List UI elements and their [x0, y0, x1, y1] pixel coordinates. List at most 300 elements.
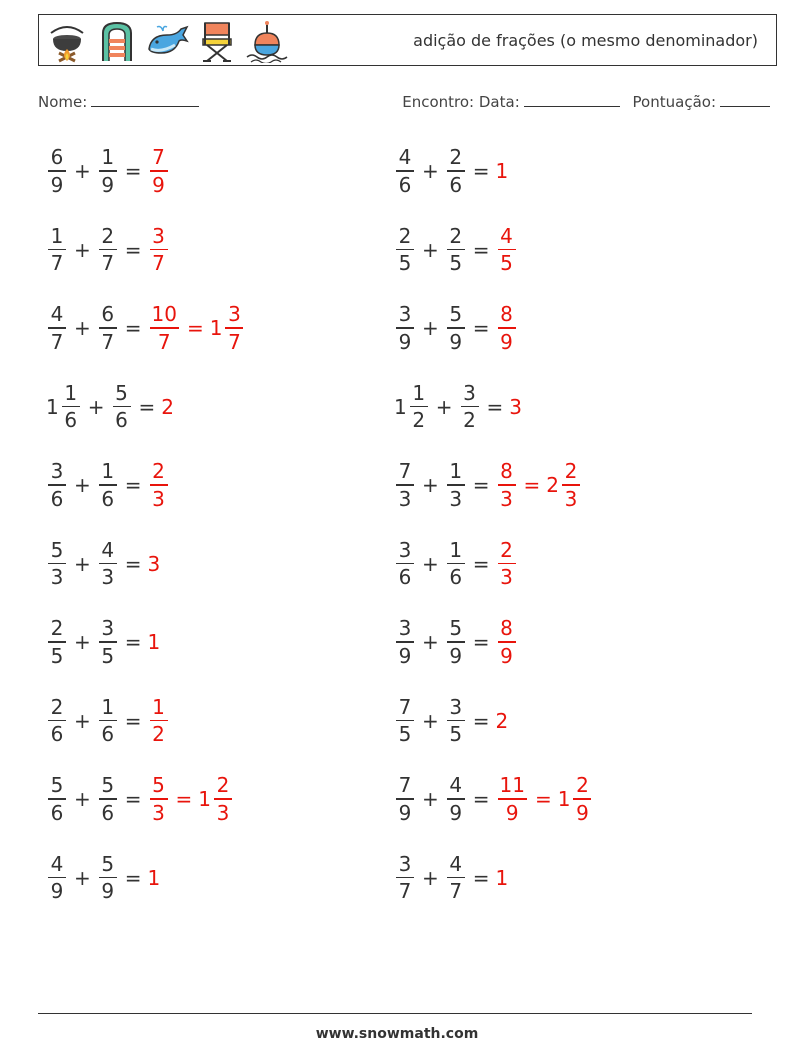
equals-sign: = — [124, 316, 142, 340]
addend-2-denominator: 7 — [101, 251, 115, 276]
problem-3 — [46, 219, 170, 281]
addend-2-denominator: 5 — [449, 722, 463, 747]
problem-20 — [394, 847, 509, 909]
plus-sign: + — [422, 630, 439, 654]
addend-2-denominator: 6 — [449, 565, 463, 590]
addend-1-denominator: 6 — [50, 486, 64, 511]
answer-denominator: 7 — [228, 329, 241, 354]
addend-1-denominator: 5 — [398, 722, 412, 747]
addend-2-fraction — [447, 537, 465, 591]
fishing-bobber-icon — [245, 19, 289, 63]
addend-1-fraction — [48, 537, 66, 591]
problem-expression — [394, 297, 518, 359]
addend-2-denominator: 6 — [115, 408, 128, 433]
addend-2-fraction — [99, 615, 117, 669]
plus-sign: + — [74, 237, 91, 262]
addend-1-denominator: 6 — [398, 565, 412, 590]
addend-1-denominator: 6 — [50, 800, 64, 825]
answer-1 — [496, 772, 529, 826]
answer-fraction — [498, 458, 516, 512]
addend-2-denominator: 3 — [449, 486, 463, 511]
answer-numerator: 5 — [152, 773, 165, 798]
answer-whole: 1 — [147, 630, 161, 654]
addend-1-numerator: 2 — [398, 223, 412, 248]
score-label: Pontuação: — [632, 93, 716, 111]
problem-6 — [394, 297, 518, 359]
addend-2-numerator: 1 — [101, 145, 115, 170]
answer-1 — [148, 144, 170, 198]
addend-1-numerator: 3 — [50, 459, 64, 484]
addend-1-fraction — [48, 772, 66, 826]
problem-expression — [394, 768, 593, 830]
plus-sign: + — [74, 787, 91, 811]
plus-sign: + — [74, 159, 91, 183]
addend-2-denominator: 7 — [449, 879, 463, 904]
addend-2-denominator: 6 — [101, 800, 115, 825]
addend-1-fraction — [62, 380, 80, 434]
answer-1 — [161, 395, 175, 419]
addend-1-denominator: 9 — [50, 172, 64, 197]
answer-whole: 1 — [198, 787, 212, 811]
problem-4 — [394, 219, 518, 281]
answer-numerator: 2 — [152, 459, 165, 484]
plus-sign: + — [422, 473, 439, 497]
answer-denominator: 9 — [500, 329, 513, 354]
addend-1-denominator: 5 — [398, 251, 412, 276]
addend-2-denominator: 5 — [101, 643, 115, 668]
answer-fraction — [150, 144, 168, 198]
footer-divider — [38, 1013, 752, 1014]
problem-14 — [394, 611, 518, 673]
addend-1-denominator: 5 — [50, 643, 64, 668]
equals-sign: = — [486, 394, 504, 419]
answer-fraction — [498, 301, 516, 355]
problem-13 — [46, 611, 161, 673]
plus-sign: + — [74, 316, 91, 340]
answer-equals-sign: = — [534, 787, 552, 811]
answer-denominator: 3 — [152, 800, 165, 825]
addend-1-denominator: 9 — [398, 329, 412, 354]
worksheet-title: adição de frações (o mesmo denominador) — [413, 31, 758, 50]
problem-10 — [394, 454, 582, 516]
answer-denominator: 9 — [505, 800, 519, 825]
answer-fraction — [573, 772, 591, 826]
answer-whole: 1 — [147, 865, 161, 890]
answer-1 — [496, 159, 510, 183]
answer-denominator: 3 — [216, 800, 230, 825]
answer-1 — [148, 772, 170, 826]
addend-2-numerator: 5 — [101, 851, 115, 876]
answer-fraction — [214, 772, 232, 826]
addend-1-denominator: 2 — [412, 408, 426, 433]
addend-1-denominator: 7 — [50, 329, 64, 354]
answer-fraction — [150, 458, 168, 512]
addend-1-whole: 1 — [46, 394, 59, 419]
answer-numerator: 8 — [500, 616, 513, 641]
addend-2-numerator: 3 — [101, 616, 115, 641]
answer-1 — [496, 709, 510, 733]
addend-1-numerator: 3 — [398, 616, 412, 641]
problem-9 — [46, 454, 170, 516]
answer-1 — [496, 615, 518, 669]
answer-whole: 2 — [495, 708, 509, 733]
addend-2-denominator: 2 — [463, 408, 476, 433]
answer-2 — [546, 458, 582, 512]
addend-1-fraction — [48, 301, 66, 355]
equals-sign: = — [472, 630, 490, 654]
answer-1 — [496, 223, 518, 277]
answer-denominator: 9 — [152, 172, 165, 197]
addend-1-denominator: 7 — [398, 879, 412, 904]
problem-expression — [46, 847, 161, 909]
meeting-score-fields — [402, 92, 770, 111]
equals-sign: = — [124, 237, 142, 262]
equals-sign: = — [472, 159, 490, 183]
answer-denominator: 3 — [500, 565, 513, 590]
plus-sign: + — [422, 708, 439, 733]
equals-sign: = — [124, 159, 142, 183]
addend-1-fraction — [48, 144, 66, 198]
plus-sign: + — [74, 630, 91, 654]
answer-1 — [148, 223, 170, 277]
addend-2-fraction — [447, 301, 465, 355]
equals-sign: = — [472, 708, 490, 733]
answer-denominator: 9 — [576, 800, 589, 825]
plus-sign: + — [422, 159, 439, 183]
addend-2-fraction — [99, 144, 117, 198]
addend-2-numerator: 4 — [449, 773, 463, 798]
problem-19 — [46, 847, 161, 909]
plus-sign: + — [422, 237, 439, 262]
addend-2-fraction — [99, 851, 117, 905]
addend-2-denominator: 3 — [101, 565, 115, 590]
answer-whole: 3 — [147, 551, 161, 576]
answer-numerator: 2 — [500, 537, 513, 562]
problem-expression — [46, 533, 161, 595]
problem-expression — [394, 533, 518, 595]
answer-numerator: 8 — [500, 302, 513, 327]
answer-fraction — [498, 615, 516, 669]
answer-numerator: 4 — [500, 223, 513, 248]
problem-expression — [46, 140, 170, 202]
addend-1-fraction — [396, 223, 414, 277]
problem-5 — [46, 297, 245, 359]
addend-1-fraction — [396, 851, 414, 905]
problem-11 — [46, 533, 161, 595]
problem-expression — [46, 611, 161, 673]
problem-1 — [46, 140, 170, 202]
addend-1-fraction — [396, 458, 414, 512]
addend-1-denominator: 3 — [50, 565, 64, 590]
plus-sign: + — [422, 787, 439, 811]
problem-expression — [394, 454, 582, 516]
addend-1-fraction — [48, 458, 66, 512]
addend-2-numerator: 2 — [449, 145, 463, 170]
addend-2-numerator: 6 — [101, 302, 115, 327]
addend-2-numerator: 1 — [101, 694, 115, 719]
addend-1-denominator: 6 — [50, 722, 64, 747]
addend-2-fraction — [447, 694, 465, 748]
addend-2-fraction — [447, 851, 465, 905]
answer-numerator: 2 — [564, 459, 578, 484]
answer-equals-sign: = — [523, 473, 541, 497]
worksheet-header — [38, 14, 777, 66]
addend-2-fraction — [99, 223, 117, 277]
equals-sign: = — [124, 708, 142, 733]
problem-expression — [394, 611, 518, 673]
answer-1 — [148, 694, 170, 748]
answer-denominator: 3 — [500, 486, 513, 511]
addend-1-fraction — [396, 615, 414, 669]
problem-8 — [394, 376, 523, 438]
addend-1-numerator: 4 — [50, 851, 64, 876]
answer-2 — [558, 772, 594, 826]
addend-1-numerator: 1 — [64, 380, 78, 405]
addend-1-fraction — [48, 851, 66, 905]
answer-numerator: 1 — [152, 694, 165, 719]
problem-expression — [46, 690, 170, 752]
addend-1-denominator: 6 — [64, 408, 78, 433]
addend-2-numerator: 4 — [449, 851, 463, 876]
answer-1 — [509, 395, 523, 419]
plus-sign: + — [422, 551, 439, 576]
answer-denominator: 7 — [152, 251, 165, 276]
answer-whole: 1 — [557, 787, 571, 811]
plus-sign: + — [87, 394, 105, 419]
addend-1-numerator: 3 — [398, 851, 412, 876]
answer-fraction — [150, 223, 168, 277]
problem-17 — [46, 768, 234, 830]
addend-2-fraction — [113, 380, 131, 434]
plus-sign: + — [74, 865, 91, 890]
addend-2-numerator: 3 — [463, 380, 476, 405]
addend-1-fraction — [48, 694, 66, 748]
campfire-pot-icon — [45, 19, 89, 63]
addend-1-denominator: 3 — [398, 486, 412, 511]
name-label: Nome: — [38, 93, 88, 111]
addend-1-numerator: 2 — [50, 694, 64, 719]
addend-2-numerator: 2 — [101, 223, 115, 248]
equals-sign: = — [472, 316, 490, 340]
addend-2-fraction — [461, 380, 479, 434]
equals-sign: = — [138, 394, 156, 419]
problem-18 — [394, 768, 593, 830]
addend-2-fraction — [99, 694, 117, 748]
addend-2-denominator: 9 — [101, 879, 115, 904]
addend-1-numerator: 4 — [50, 302, 64, 327]
addend-1-numerator: 1 — [50, 223, 64, 248]
addend-1-fraction — [410, 380, 428, 434]
addend-2-numerator: 5 — [449, 302, 463, 327]
answer-numerator: 3 — [152, 223, 165, 248]
addend-1-numerator: 7 — [398, 694, 412, 719]
answer-numerator: 7 — [152, 145, 165, 170]
answer-whole: 2 — [161, 394, 174, 419]
problem-12 — [394, 533, 518, 595]
addend-2-denominator: 7 — [101, 329, 115, 354]
addend-1-fraction — [396, 301, 414, 355]
answer-equals-sign: = — [186, 316, 204, 340]
answer-whole: 3 — [509, 394, 522, 419]
answer-denominator: 3 — [564, 486, 578, 511]
answer-1 — [496, 301, 518, 355]
addend-2-fraction — [447, 615, 465, 669]
answer-1 — [148, 866, 162, 890]
problem-expression — [394, 140, 509, 202]
answer-denominator: 7 — [157, 329, 171, 354]
addend-1-whole: 1 — [394, 394, 407, 419]
addend-1-numerator: 3 — [398, 537, 412, 562]
addend-1-fraction — [396, 772, 414, 826]
whale-icon — [145, 19, 189, 63]
addend-2-numerator: 1 — [449, 537, 463, 562]
answer-numerator: 3 — [228, 302, 241, 327]
addend-2-fraction — [99, 458, 117, 512]
equals-sign: = — [124, 551, 142, 576]
addend-2-denominator: 9 — [449, 800, 463, 825]
problem-expression — [46, 219, 170, 281]
addend-1-denominator: 7 — [50, 251, 64, 276]
addend-2-fraction — [447, 223, 465, 277]
plus-sign: + — [74, 708, 91, 733]
addend-2-denominator: 6 — [101, 722, 115, 747]
answer-2 — [210, 301, 246, 355]
answer-1 — [496, 458, 518, 512]
plus-sign: + — [422, 865, 439, 890]
sled-icon — [95, 19, 139, 63]
equals-sign: = — [124, 787, 142, 811]
addend-2-denominator: 9 — [449, 643, 463, 668]
addend-2-denominator: 9 — [101, 172, 115, 197]
addend-1-fraction — [48, 223, 66, 277]
addend-1-fraction — [396, 144, 414, 198]
equals-sign: = — [472, 787, 490, 811]
addend-2-numerator: 5 — [101, 773, 115, 798]
addend-1-numerator: 6 — [50, 145, 64, 170]
addend-1-denominator: 6 — [398, 172, 412, 197]
answer-1 — [148, 552, 162, 576]
addend-1-fraction — [396, 537, 414, 591]
problem-expression — [46, 297, 245, 359]
plus-sign: + — [435, 394, 453, 419]
answer-whole: 1 — [495, 159, 509, 183]
name-field — [38, 92, 199, 111]
equals-sign: = — [124, 630, 142, 654]
addend-1-denominator: 9 — [398, 800, 412, 825]
answer-fraction — [150, 301, 179, 355]
answer-1 — [148, 301, 181, 355]
problem-expression — [394, 376, 523, 438]
addend-2-fraction — [99, 772, 117, 826]
meeting-date-label: Encontro: Data: — [402, 93, 520, 111]
addend-1-numerator: 7 — [398, 773, 412, 798]
answer-whole: 1 — [209, 316, 223, 340]
answer-fraction — [150, 772, 168, 826]
answer-numerator: 11 — [499, 773, 525, 798]
answer-1 — [496, 866, 510, 890]
answer-2 — [198, 772, 234, 826]
date-blank[interactable] — [524, 92, 620, 107]
addend-2-denominator: 9 — [449, 329, 463, 354]
problem-2 — [394, 140, 509, 202]
camping-chair-icon — [195, 19, 239, 63]
answer-denominator: 2 — [152, 722, 165, 747]
answer-fraction — [150, 694, 168, 748]
addend-2-fraction — [447, 772, 465, 826]
addend-1-numerator: 5 — [50, 773, 64, 798]
equals-sign: = — [472, 473, 490, 497]
addend-2-numerator: 4 — [101, 537, 115, 562]
addend-1-numerator: 1 — [412, 380, 426, 405]
problem-expression — [394, 690, 509, 752]
answer-numerator: 10 — [151, 302, 177, 327]
answer-numerator: 8 — [500, 459, 513, 484]
equals-sign: = — [472, 551, 490, 576]
addend-1-numerator: 7 — [398, 459, 412, 484]
addend-1-fraction — [48, 615, 66, 669]
equals-sign: = — [472, 237, 490, 262]
problem-expression — [394, 847, 509, 909]
addend-2-denominator: 5 — [449, 251, 463, 276]
addend-1-numerator: 3 — [398, 302, 412, 327]
answer-numerator: 2 — [216, 773, 230, 798]
addend-2-numerator: 1 — [449, 459, 463, 484]
problem-expression — [394, 219, 518, 281]
plus-sign: + — [422, 316, 439, 340]
addend-1-denominator: 9 — [50, 879, 64, 904]
answer-fraction — [225, 301, 243, 355]
answer-fraction — [498, 537, 516, 591]
answer-fraction — [562, 458, 580, 512]
addend-2-numerator: 5 — [115, 380, 128, 405]
answer-numerator: 2 — [576, 773, 589, 798]
answer-1 — [148, 458, 170, 512]
equals-sign: = — [472, 865, 490, 890]
answer-denominator: 9 — [500, 643, 513, 668]
plus-sign: + — [74, 473, 91, 497]
answer-1 — [148, 630, 162, 654]
score-blank[interactable] — [720, 92, 770, 107]
addend-2-numerator: 2 — [449, 223, 463, 248]
addend-2-denominator: 6 — [101, 486, 115, 511]
answer-equals-sign: = — [175, 787, 193, 811]
problem-15 — [46, 690, 170, 752]
answer-denominator: 3 — [152, 486, 165, 511]
answer-fraction — [498, 772, 527, 826]
addend-2-numerator: 1 — [101, 459, 115, 484]
problem-expression — [46, 768, 234, 830]
addend-1-numerator: 2 — [50, 616, 64, 641]
answer-1 — [496, 537, 518, 591]
problem-expression — [46, 454, 170, 516]
footer-url: www.snowmath.com — [315, 1026, 479, 1042]
addend-2-fraction — [99, 301, 117, 355]
answer-whole: 2 — [546, 473, 560, 497]
answer-whole: 1 — [495, 865, 509, 890]
equals-sign: = — [124, 473, 142, 497]
addend-1-denominator: 9 — [398, 643, 412, 668]
answer-denominator: 5 — [500, 251, 513, 276]
problem-16 — [394, 690, 509, 752]
equals-sign: = — [124, 865, 142, 890]
header-icons — [45, 19, 289, 63]
problem-7 — [46, 376, 175, 438]
plus-sign: + — [74, 551, 91, 576]
addend-2-fraction — [447, 458, 465, 512]
problem-expression — [46, 376, 175, 438]
addend-2-numerator: 5 — [449, 616, 463, 641]
name-blank[interactable] — [91, 92, 199, 107]
